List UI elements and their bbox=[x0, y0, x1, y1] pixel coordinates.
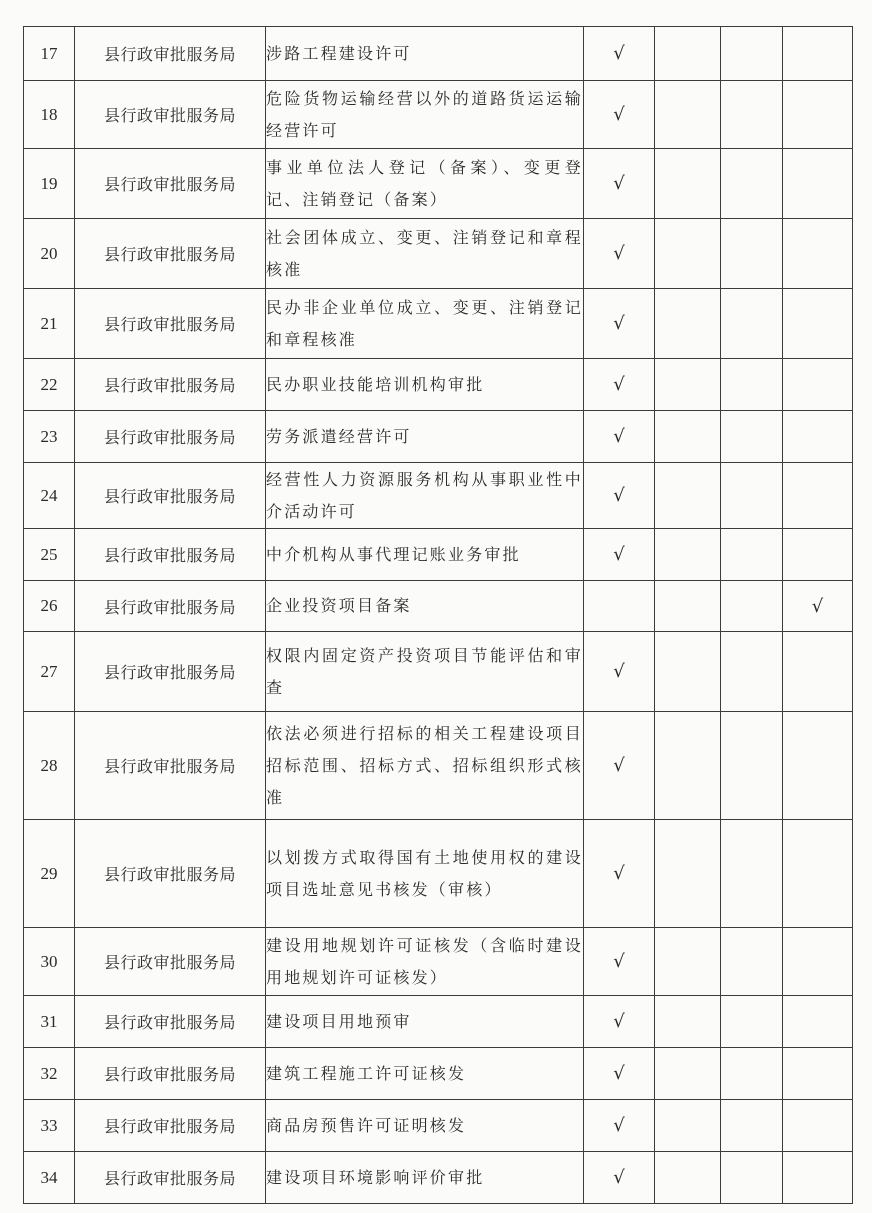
table-row bbox=[24, 149, 853, 219]
check-mark-icon: √ bbox=[613, 755, 625, 776]
approval-item-name: 民办职业技能培训机构审批 bbox=[266, 359, 584, 411]
category-cell-2 bbox=[655, 219, 721, 289]
category-cell-4 bbox=[783, 289, 853, 359]
table-row bbox=[24, 1152, 853, 1204]
approval-item-name: 劳务派遣经营许可 bbox=[266, 411, 584, 463]
category-cell-2 bbox=[655, 149, 721, 219]
table-row bbox=[24, 81, 853, 149]
category-cell-4 bbox=[783, 581, 853, 632]
category-cell-4 bbox=[783, 359, 853, 411]
category-cell-2 bbox=[655, 81, 721, 149]
department-name: 县行政审批服务局 bbox=[75, 289, 266, 359]
check-mark-icon: √ bbox=[613, 426, 625, 447]
category-cell-1 bbox=[584, 81, 655, 149]
category-cell-4 bbox=[783, 411, 853, 463]
row-number: 25 bbox=[24, 529, 75, 581]
approval-item-name: 建设用地规划许可证核发（含临时建设用地规划许可证核发） bbox=[266, 928, 584, 996]
category-cell-1 bbox=[584, 149, 655, 219]
category-cell-1 bbox=[584, 632, 655, 712]
check-mark-icon: √ bbox=[613, 313, 625, 334]
row-number: 19 bbox=[24, 149, 75, 219]
category-cell-1 bbox=[584, 581, 655, 632]
category-cell-2 bbox=[655, 820, 721, 928]
category-cell-1 bbox=[584, 219, 655, 289]
table-row bbox=[24, 529, 853, 581]
table-row bbox=[24, 411, 853, 463]
check-mark-icon: √ bbox=[613, 1011, 625, 1032]
category-cell-4 bbox=[783, 529, 853, 581]
row-number: 30 bbox=[24, 928, 75, 996]
category-cell-1 bbox=[584, 996, 655, 1048]
table-row bbox=[24, 996, 853, 1048]
category-cell-4 bbox=[783, 149, 853, 219]
category-cell-4 bbox=[783, 27, 853, 81]
check-mark-icon: √ bbox=[613, 104, 625, 125]
category-cell-1 bbox=[584, 1100, 655, 1152]
row-number: 34 bbox=[24, 1152, 75, 1204]
department-name: 县行政审批服务局 bbox=[75, 27, 266, 81]
approval-item-name: 建设项目环境影响评价审批 bbox=[266, 1152, 584, 1204]
approval-item-name: 中介机构从事代理记账业务审批 bbox=[266, 529, 584, 581]
category-cell-4 bbox=[783, 1152, 853, 1204]
table-body bbox=[24, 27, 853, 1204]
category-cell-2 bbox=[655, 581, 721, 632]
category-cell-3 bbox=[721, 1048, 783, 1100]
department-name: 县行政审批服务局 bbox=[75, 1152, 266, 1204]
category-cell-4 bbox=[783, 1048, 853, 1100]
approval-item-name: 建筑工程施工许可证核发 bbox=[266, 1048, 584, 1100]
category-cell-1 bbox=[584, 359, 655, 411]
category-cell-2 bbox=[655, 359, 721, 411]
category-cell-3 bbox=[721, 149, 783, 219]
category-cell-1 bbox=[584, 1152, 655, 1204]
check-mark-icon: √ bbox=[613, 1115, 625, 1136]
category-cell-1 bbox=[584, 928, 655, 996]
category-cell-1 bbox=[584, 529, 655, 581]
category-cell-3 bbox=[721, 632, 783, 712]
category-cell-4 bbox=[783, 81, 853, 149]
row-number: 23 bbox=[24, 411, 75, 463]
row-number: 33 bbox=[24, 1100, 75, 1152]
row-number: 24 bbox=[24, 463, 75, 529]
category-cell-2 bbox=[655, 289, 721, 359]
department-name: 县行政审批服务局 bbox=[75, 411, 266, 463]
category-cell-1 bbox=[584, 712, 655, 820]
table-row bbox=[24, 928, 853, 996]
department-name: 县行政审批服务局 bbox=[75, 149, 266, 219]
category-cell-3 bbox=[721, 996, 783, 1048]
check-mark-icon: √ bbox=[613, 43, 625, 64]
category-cell-3 bbox=[721, 712, 783, 820]
category-cell-4 bbox=[783, 632, 853, 712]
category-cell-2 bbox=[655, 411, 721, 463]
category-cell-3 bbox=[721, 928, 783, 996]
approval-item-name: 民办非企业单位成立、变更、注销登记和章程核准 bbox=[266, 289, 584, 359]
category-cell-2 bbox=[655, 996, 721, 1048]
category-cell-4 bbox=[783, 712, 853, 820]
category-cell-2 bbox=[655, 632, 721, 712]
table-row bbox=[24, 1048, 853, 1100]
department-name: 县行政审批服务局 bbox=[75, 581, 266, 632]
approval-item-name: 涉路工程建设许可 bbox=[266, 27, 584, 81]
check-mark-icon: √ bbox=[613, 863, 625, 884]
category-cell-2 bbox=[655, 27, 721, 81]
department-name: 县行政审批服务局 bbox=[75, 81, 266, 149]
department-name: 县行政审批服务局 bbox=[75, 529, 266, 581]
check-mark-icon: √ bbox=[613, 173, 625, 194]
department-name: 县行政审批服务局 bbox=[75, 712, 266, 820]
row-number: 31 bbox=[24, 996, 75, 1048]
approval-item-name: 商品房预售许可证明核发 bbox=[266, 1100, 584, 1152]
approval-item-name: 权限内固定资产投资项目节能评估和审查 bbox=[266, 632, 584, 712]
check-mark-icon: √ bbox=[613, 374, 625, 395]
category-cell-4 bbox=[783, 219, 853, 289]
table-row bbox=[24, 712, 853, 820]
category-cell-2 bbox=[655, 463, 721, 529]
row-number: 20 bbox=[24, 219, 75, 289]
approval-item-name: 建设项目用地预审 bbox=[266, 996, 584, 1048]
table-row bbox=[24, 581, 853, 632]
department-name: 县行政审批服务局 bbox=[75, 996, 266, 1048]
category-cell-1 bbox=[584, 27, 655, 81]
approval-item-name: 依法必须进行招标的相关工程建设项目招标范围、招标方式、招标组织形式核准 bbox=[266, 712, 584, 820]
check-mark-icon: √ bbox=[613, 1167, 625, 1188]
category-cell-4 bbox=[783, 463, 853, 529]
approval-item-name: 社会团体成立、变更、注销登记和章程核准 bbox=[266, 219, 584, 289]
category-cell-1 bbox=[584, 1048, 655, 1100]
category-cell-3 bbox=[721, 411, 783, 463]
row-number: 32 bbox=[24, 1048, 75, 1100]
category-cell-2 bbox=[655, 928, 721, 996]
category-cell-1 bbox=[584, 820, 655, 928]
check-mark-icon: √ bbox=[811, 595, 824, 617]
check-mark-icon: √ bbox=[613, 544, 625, 565]
row-number: 21 bbox=[24, 289, 75, 359]
category-cell-2 bbox=[655, 712, 721, 820]
table-row bbox=[24, 820, 853, 928]
department-name: 县行政审批服务局 bbox=[75, 463, 266, 529]
table-row bbox=[24, 463, 853, 529]
table-row bbox=[24, 289, 853, 359]
category-cell-2 bbox=[655, 1152, 721, 1204]
category-cell-3 bbox=[721, 219, 783, 289]
table-row bbox=[24, 359, 853, 411]
category-cell-2 bbox=[655, 529, 721, 581]
category-cell-4 bbox=[783, 996, 853, 1048]
category-cell-1 bbox=[584, 463, 655, 529]
row-number: 27 bbox=[24, 632, 75, 712]
approval-item-name: 危险货物运输经营以外的道路货运运输经营许可 bbox=[266, 81, 584, 149]
category-cell-3 bbox=[721, 289, 783, 359]
department-name: 县行政审批服务局 bbox=[75, 219, 266, 289]
approval-item-name: 事业单位法人登记（备案）、变更登记、注销登记（备案） bbox=[266, 149, 584, 219]
department-name: 县行政审批服务局 bbox=[75, 1100, 266, 1152]
category-cell-3 bbox=[721, 359, 783, 411]
category-cell-3 bbox=[721, 820, 783, 928]
department-name: 县行政审批服务局 bbox=[75, 820, 266, 928]
category-cell-3 bbox=[721, 1152, 783, 1204]
category-cell-1 bbox=[584, 411, 655, 463]
row-number: 18 bbox=[24, 81, 75, 149]
approval-item-name: 以划拨方式取得国有土地使用权的建设项目选址意见书核发（审核） bbox=[266, 820, 584, 928]
category-cell-3 bbox=[721, 581, 783, 632]
category-cell-3 bbox=[721, 529, 783, 581]
watermark-smudge bbox=[651, 1129, 851, 1155]
table-row bbox=[24, 219, 853, 289]
category-cell-2 bbox=[655, 1048, 721, 1100]
row-number: 29 bbox=[24, 820, 75, 928]
category-cell-1 bbox=[584, 289, 655, 359]
department-name: 县行政审批服务局 bbox=[75, 1048, 266, 1100]
check-mark-icon: √ bbox=[613, 661, 625, 682]
department-name: 县行政审批服务局 bbox=[75, 632, 266, 712]
table-row bbox=[24, 632, 853, 712]
department-name: 县行政审批服务局 bbox=[75, 359, 266, 411]
approval-item-name: 经营性人力资源服务机构从事职业性中介活动许可 bbox=[266, 463, 584, 529]
row-number: 28 bbox=[24, 712, 75, 820]
approval-item-name: 企业投资项目备案 bbox=[266, 581, 584, 632]
check-mark-icon: √ bbox=[613, 243, 625, 264]
check-mark-icon: √ bbox=[613, 485, 625, 506]
check-mark-icon: √ bbox=[613, 951, 625, 972]
category-cell-3 bbox=[721, 463, 783, 529]
check-mark-icon: √ bbox=[613, 1063, 625, 1084]
row-number: 17 bbox=[24, 27, 75, 81]
approval-items-table bbox=[23, 26, 853, 1204]
category-cell-4 bbox=[783, 820, 853, 928]
category-cell-4 bbox=[783, 928, 853, 996]
table-row bbox=[24, 27, 853, 81]
category-cell-3 bbox=[721, 27, 783, 81]
row-number: 26 bbox=[24, 581, 75, 632]
row-number: 22 bbox=[24, 359, 75, 411]
category-cell-3 bbox=[721, 81, 783, 149]
department-name: 县行政审批服务局 bbox=[75, 928, 266, 996]
